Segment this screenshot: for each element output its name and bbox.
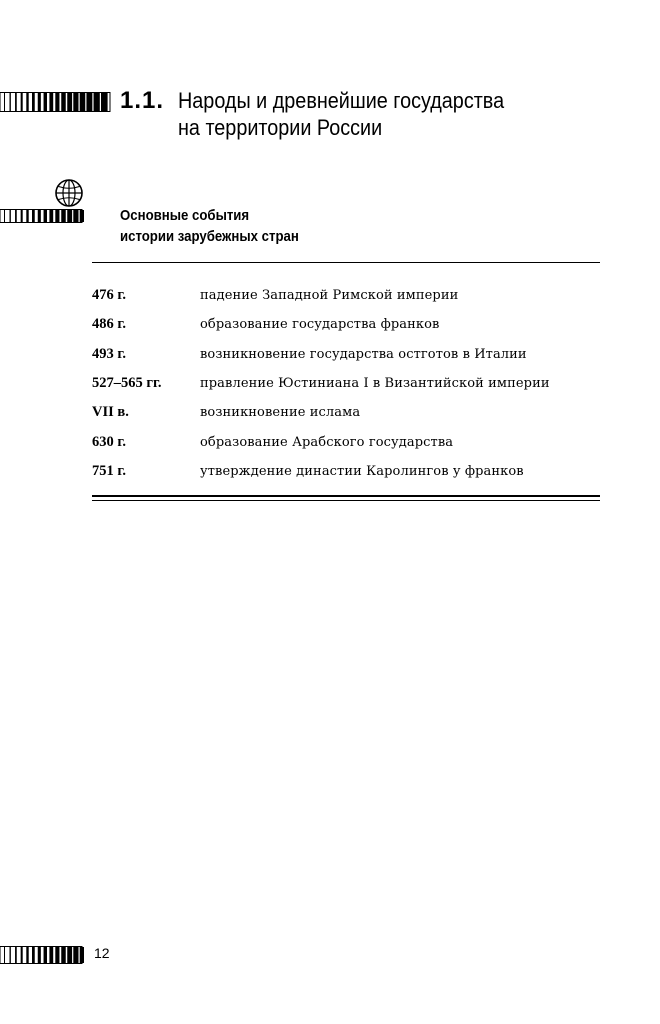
chapter-title-line-2: на территории России [178,115,383,140]
chapter-barcode-decoration [0,92,112,112]
event-row [92,398,600,427]
event-description: утверждение династии Каролингов у франков [200,463,524,479]
event-row [92,340,600,369]
event-date: 751 г. [92,462,126,479]
event-row [92,427,600,456]
event-row [92,281,600,310]
event-row [92,310,600,339]
events-table [92,281,600,486]
event-description: возникновение государства остготов в Италии [200,346,527,362]
event-description: правление Юстиниана I в Византийской империи [200,376,550,392]
footer-barcode-decoration [0,946,84,964]
event-row [92,369,600,398]
section-title-line-2: истории зарубежных стран [120,228,299,245]
chapter-title [178,87,556,141]
section-title [120,205,299,247]
globe-icon [54,178,84,208]
table-bottom-rule [92,495,600,497]
event-description: образование государства франков [200,317,440,333]
event-date: 630 г. [92,433,126,450]
event-date: 493 г. [92,345,126,362]
event-row [92,457,600,486]
event-description: образование Арабского государства [200,434,454,450]
chapter-title-line-1: Народы и древнейшие государства [178,88,505,113]
event-date: 486 г. [92,316,126,333]
event-description: возникновение ислама [200,405,361,421]
page-number: 12 [94,945,110,961]
section-barcode-decoration [0,209,84,223]
event-date: 527–565 гг. [92,375,162,392]
event-date: 476 г. [92,287,126,304]
table-top-rule [92,262,600,263]
chapter-number: 1.1. [120,87,165,114]
section-title-line-1: Основные события [120,207,250,224]
event-description: падение Западной Римской империи [200,288,459,304]
table-bottom-rule-thin [92,500,600,501]
event-date: VII в. [92,404,129,421]
